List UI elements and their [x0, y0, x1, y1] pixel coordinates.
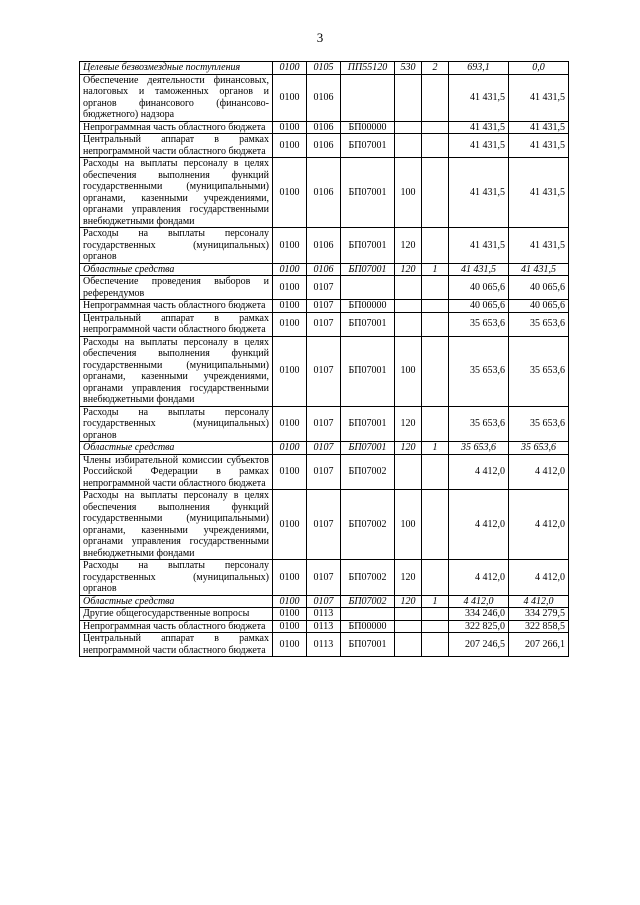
expense-type-cell: 100 [395, 490, 422, 560]
funding-source-cell [422, 608, 449, 621]
target-article-cell: БП07001 [341, 134, 395, 158]
expense-type-cell: 530 [395, 62, 422, 75]
expense-name-cell: Непрограммная часть областного бюджета [80, 121, 273, 134]
funding-source-cell [422, 121, 449, 134]
subsection-code-cell: 0106 [307, 134, 341, 158]
subsection-code-cell: 0106 [307, 74, 341, 121]
amount-year1-cell: 41 431,5 [449, 74, 509, 121]
funding-source-cell [422, 312, 449, 336]
amount-year2-cell: 41 431,5 [509, 134, 569, 158]
table-row [80, 276, 569, 300]
amount-year1-cell: 41 431,5 [449, 121, 509, 134]
subsection-code-cell: 0107 [307, 312, 341, 336]
expense-name-cell: Расходы на выплаты персоналу в целях обеспечения выполнения функций государственными (муниципальными) органами, казенными учреждениями, органами управления государственными внебюджетными фондами [80, 490, 273, 560]
subsection-code-cell: 0113 [307, 608, 341, 621]
section-code-cell: 0100 [273, 560, 307, 596]
section-code-cell: 0100 [273, 300, 307, 313]
expense-type-cell [395, 300, 422, 313]
expense-name-cell: Расходы на выплаты персоналу в целях обеспечения выполнения функций государственными (муниципальными) органами, казенными учреждениями, органами управления государственными внебюджетными фондами [80, 158, 273, 228]
expense-name-cell: Центральный аппарат в рамках непрограммной части областного бюджета [80, 633, 273, 657]
amount-year1-cell: 40 065,6 [449, 276, 509, 300]
funding-source-cell [422, 74, 449, 121]
table-row [80, 633, 569, 657]
expense-type-cell [395, 121, 422, 134]
table-row [80, 300, 569, 313]
table-row [80, 490, 569, 560]
target-article-cell [341, 276, 395, 300]
target-article-cell: БП07002 [341, 454, 395, 490]
funding-source-cell [422, 276, 449, 300]
amount-year1-cell: 41 431,5 [449, 228, 509, 264]
subsection-code-cell: 0107 [307, 454, 341, 490]
target-article-cell: БП07001 [341, 312, 395, 336]
amount-year2-cell: 207 266,1 [509, 633, 569, 657]
expense-type-cell: 120 [395, 228, 422, 264]
target-article-cell: БП07001 [341, 336, 395, 406]
subsection-code-cell: 0107 [307, 595, 341, 608]
section-code-cell: 0100 [273, 442, 307, 455]
amount-year2-cell: 35 653,6 [509, 312, 569, 336]
subsection-code-cell: 0107 [307, 406, 341, 442]
funding-source-cell [422, 406, 449, 442]
target-article-cell [341, 74, 395, 121]
target-article-cell: БП07001 [341, 158, 395, 228]
subsection-code-cell: 0105 [307, 62, 341, 75]
expense-type-cell: 120 [395, 442, 422, 455]
amount-year2-cell: 0,0 [509, 62, 569, 75]
expense-name-cell: Областные средства [80, 442, 273, 455]
expense-type-cell [395, 276, 422, 300]
amount-year1-cell: 207 246,5 [449, 633, 509, 657]
amount-year1-cell: 35 653,6 [449, 312, 509, 336]
amount-year1-cell: 334 246,0 [449, 608, 509, 621]
expense-type-cell [395, 633, 422, 657]
expense-name-cell: Целевые безвозмездные поступления [80, 62, 273, 75]
table-row [80, 228, 569, 264]
target-article-cell: БП00000 [341, 300, 395, 313]
section-code-cell: 0100 [273, 74, 307, 121]
funding-source-cell [422, 633, 449, 657]
funding-source-cell [422, 454, 449, 490]
subsection-code-cell: 0107 [307, 300, 341, 313]
subsection-code-cell: 0107 [307, 336, 341, 406]
amount-year2-cell: 41 431,5 [509, 158, 569, 228]
expense-name-cell: Расходы на выплаты персоналу в целях обеспечения выполнения функций государственными (муниципальными) органами, казенными учреждениями, органами управления государственными внебюджетными фондами [80, 336, 273, 406]
amount-year2-cell: 4 412,0 [509, 595, 569, 608]
table-row [80, 454, 569, 490]
section-code-cell: 0100 [273, 336, 307, 406]
section-code-cell: 0100 [273, 263, 307, 276]
amount-year2-cell: 40 065,6 [509, 276, 569, 300]
expense-type-cell: 100 [395, 158, 422, 228]
section-code-cell: 0100 [273, 608, 307, 621]
target-article-cell: БП00000 [341, 121, 395, 134]
section-code-cell: 0100 [273, 158, 307, 228]
target-article-cell: БП07002 [341, 595, 395, 608]
expense-type-cell [395, 74, 422, 121]
funding-source-cell [422, 300, 449, 313]
subsection-code-cell: 0113 [307, 620, 341, 633]
expense-name-cell: Расходы на выплаты персоналу государственных (муниципальных) органов [80, 560, 273, 596]
expense-type-cell [395, 620, 422, 633]
amount-year2-cell: 4 412,0 [509, 560, 569, 596]
table-row [80, 312, 569, 336]
funding-source-cell [422, 490, 449, 560]
expense-type-cell: 120 [395, 263, 422, 276]
target-article-cell: БП07001 [341, 633, 395, 657]
subsection-code-cell: 0106 [307, 158, 341, 228]
funding-source-cell [422, 560, 449, 596]
target-article-cell: БП07001 [341, 263, 395, 276]
amount-year1-cell: 40 065,6 [449, 300, 509, 313]
expense-type-cell [395, 608, 422, 621]
amount-year1-cell: 4 412,0 [449, 560, 509, 596]
funding-source-cell [422, 620, 449, 633]
amount-year2-cell: 322 858,5 [509, 620, 569, 633]
table-row [80, 74, 569, 121]
subsection-code-cell: 0106 [307, 121, 341, 134]
expense-name-cell: Центральный аппарат в рамках непрограммной части областного бюджета [80, 134, 273, 158]
target-article-cell: БП07001 [341, 442, 395, 455]
subsection-code-cell: 0106 [307, 228, 341, 264]
budget-table [79, 61, 569, 657]
funding-source-cell: 1 [422, 263, 449, 276]
expense-name-cell: Обеспечение деятельности финансовых, налоговых и таможенных органов и органов финансового (финансово-бюджетного) надзора [80, 74, 273, 121]
section-code-cell: 0100 [273, 633, 307, 657]
table-row [80, 263, 569, 276]
section-code-cell: 0100 [273, 312, 307, 336]
table-body [80, 62, 569, 657]
table-row [80, 158, 569, 228]
amount-year2-cell: 41 431,5 [509, 228, 569, 264]
section-code-cell: 0100 [273, 228, 307, 264]
subsection-code-cell: 0107 [307, 560, 341, 596]
amount-year1-cell: 35 653,6 [449, 442, 509, 455]
target-article-cell: ПП55120 [341, 62, 395, 75]
funding-source-cell [422, 158, 449, 228]
section-code-cell: 0100 [273, 134, 307, 158]
expense-name-cell: Непрограммная часть областного бюджета [80, 300, 273, 313]
subsection-code-cell: 0107 [307, 490, 341, 560]
table-row [80, 62, 569, 75]
section-code-cell: 0100 [273, 595, 307, 608]
expense-name-cell: Областные средства [80, 263, 273, 276]
amount-year2-cell: 40 065,6 [509, 300, 569, 313]
expense-type-cell: 120 [395, 406, 422, 442]
table-row [80, 406, 569, 442]
expense-type-cell [395, 454, 422, 490]
amount-year1-cell: 693,1 [449, 62, 509, 75]
amount-year1-cell: 4 412,0 [449, 595, 509, 608]
target-article-cell: БП07001 [341, 406, 395, 442]
table-row [80, 608, 569, 621]
target-article-cell [341, 608, 395, 621]
amount-year1-cell: 4 412,0 [449, 490, 509, 560]
funding-source-cell: 1 [422, 595, 449, 608]
table-row [80, 442, 569, 455]
expense-name-cell: Непрограммная часть областного бюджета [80, 620, 273, 633]
amount-year2-cell: 334 279,5 [509, 608, 569, 621]
expense-name-cell: Члены избирательной комиссии субъектов Российской Федерации в рамках непрограммной части областного бюджета [80, 454, 273, 490]
table-row [80, 560, 569, 596]
amount-year2-cell: 41 431,5 [509, 74, 569, 121]
amount-year2-cell: 41 431,5 [509, 263, 569, 276]
table-row [80, 595, 569, 608]
funding-source-cell: 1 [422, 442, 449, 455]
section-code-cell: 0100 [273, 276, 307, 300]
funding-source-cell [422, 134, 449, 158]
table-row [80, 336, 569, 406]
table-row [80, 134, 569, 158]
page-number: 3 [316, 30, 324, 45]
section-code-cell: 0100 [273, 62, 307, 75]
subsection-code-cell: 0107 [307, 276, 341, 300]
section-code-cell: 0100 [273, 454, 307, 490]
amount-year2-cell: 4 412,0 [509, 490, 569, 560]
expense-name-cell: Расходы на выплаты персоналу государственных (муниципальных) органов [80, 406, 273, 442]
funding-source-cell: 2 [422, 62, 449, 75]
expense-type-cell: 120 [395, 560, 422, 596]
subsection-code-cell: 0113 [307, 633, 341, 657]
expense-name-cell: Обеспечение проведения выборов и референдумов [80, 276, 273, 300]
expense-type-cell [395, 312, 422, 336]
amount-year1-cell: 35 653,6 [449, 336, 509, 406]
expense-type-cell: 120 [395, 595, 422, 608]
expense-type-cell [395, 134, 422, 158]
section-code-cell: 0100 [273, 406, 307, 442]
amount-year1-cell: 41 431,5 [449, 263, 509, 276]
amount-year2-cell: 4 412,0 [509, 454, 569, 490]
target-article-cell: БП07001 [341, 228, 395, 264]
expense-name-cell: Областные средства [80, 595, 273, 608]
amount-year2-cell: 41 431,5 [509, 121, 569, 134]
target-article-cell: БП00000 [341, 620, 395, 633]
amount-year2-cell: 35 653,6 [509, 406, 569, 442]
amount-year1-cell: 41 431,5 [449, 158, 509, 228]
amount-year1-cell: 41 431,5 [449, 134, 509, 158]
expense-type-cell: 100 [395, 336, 422, 406]
amount-year1-cell: 4 412,0 [449, 454, 509, 490]
section-code-cell: 0100 [273, 490, 307, 560]
section-code-cell: 0100 [273, 620, 307, 633]
funding-source-cell [422, 228, 449, 264]
amount-year2-cell: 35 653,6 [509, 336, 569, 406]
target-article-cell: БП07002 [341, 560, 395, 596]
table-row [80, 121, 569, 134]
amount-year1-cell: 35 653,6 [449, 406, 509, 442]
expense-name-cell: Центральный аппарат в рамках непрограммной части областного бюджета [80, 312, 273, 336]
table-row [80, 620, 569, 633]
subsection-code-cell: 0107 [307, 442, 341, 455]
amount-year1-cell: 322 825,0 [449, 620, 509, 633]
funding-source-cell [422, 336, 449, 406]
amount-year2-cell: 35 653,6 [509, 442, 569, 455]
target-article-cell: БП07002 [341, 490, 395, 560]
subsection-code-cell: 0106 [307, 263, 341, 276]
expense-name-cell: Другие общегосударственные вопросы [80, 608, 273, 621]
section-code-cell: 0100 [273, 121, 307, 134]
expense-name-cell: Расходы на выплаты персоналу государственных (муниципальных) органов [80, 228, 273, 264]
